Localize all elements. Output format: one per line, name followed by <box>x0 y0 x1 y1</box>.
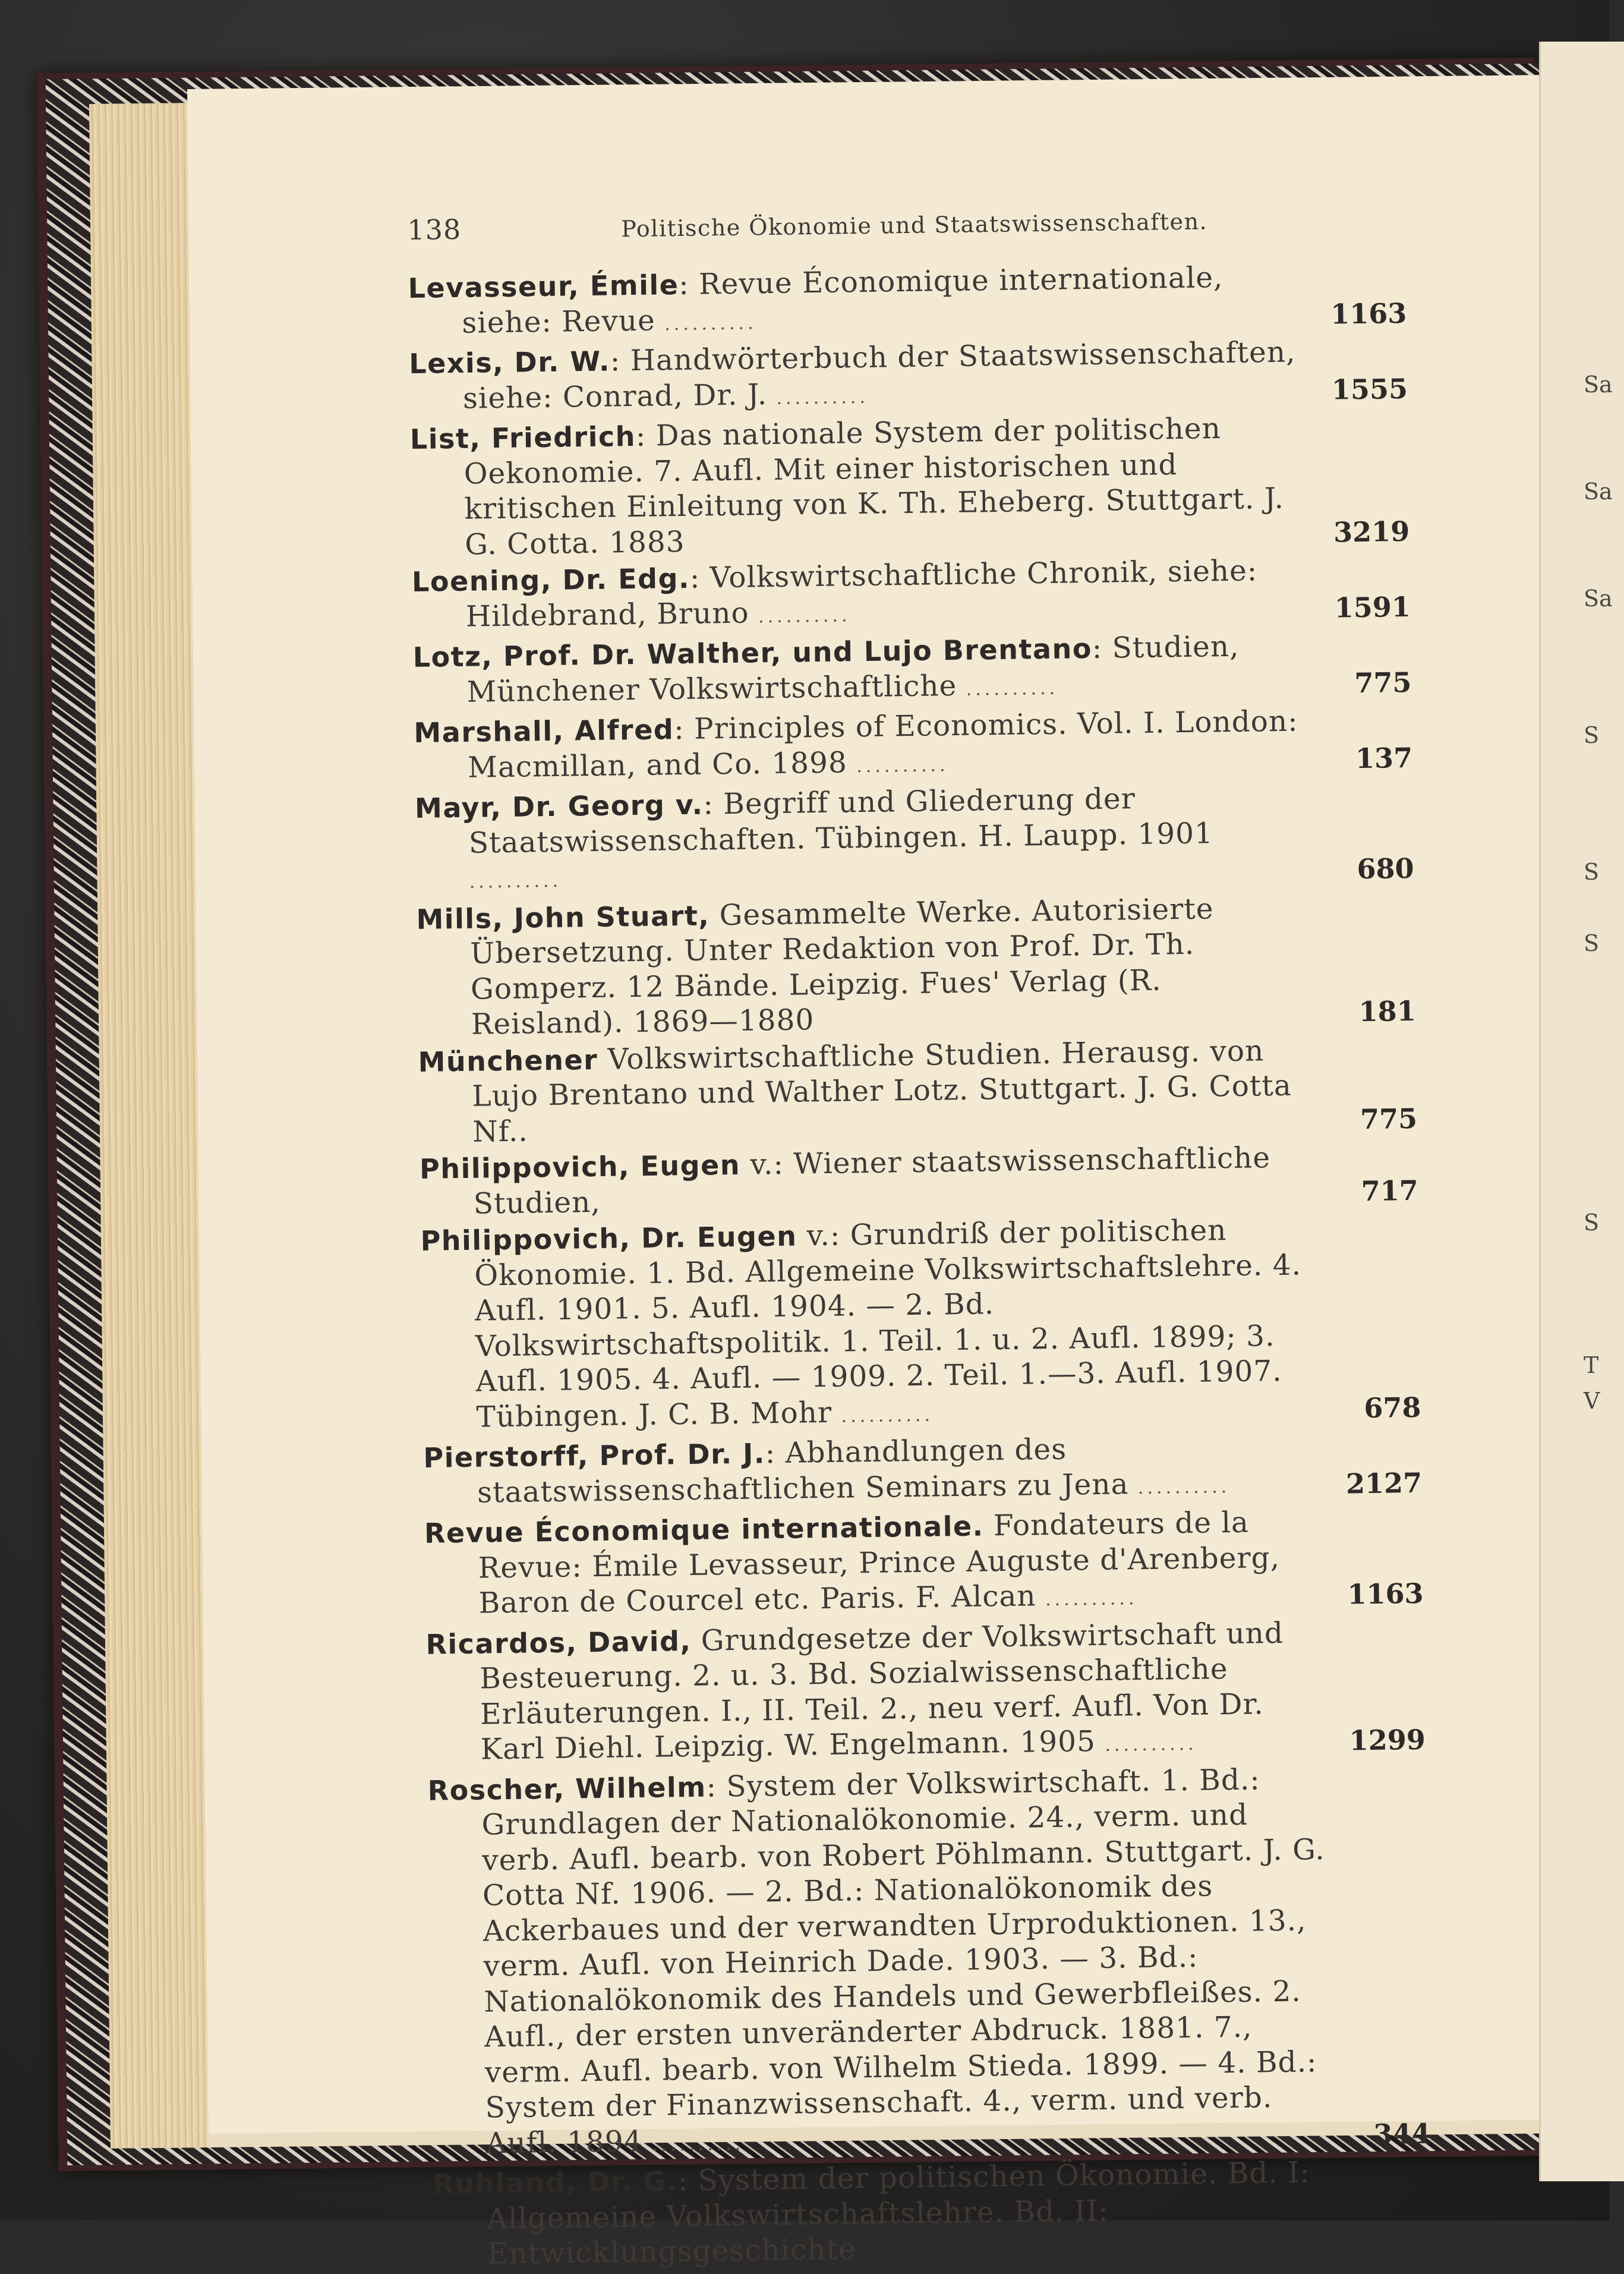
index-entry <box>408 258 1407 345</box>
index-entry <box>420 1139 1418 1223</box>
index-entry <box>427 1760 1431 2165</box>
entry-number: 1591 <box>1334 590 1411 624</box>
leader-dots: .......... <box>664 312 757 335</box>
entry-name: Ruhland, Dr. G. <box>433 2165 679 2200</box>
index-entry <box>412 552 1411 639</box>
leader-dots: .......... <box>856 754 949 777</box>
entry-number: 1163 <box>1347 1577 1424 1611</box>
entry-text: Gesammelte Werke. Autorisierte Übersetzung. Unter Redaktion von Prof. Dr. Th. Gomperz. 12 Bände. Leipzig. Fues' Verlag (R. Reisland). 1869—1880 <box>469 892 1214 1041</box>
entry-text: Fondateurs de la Revue: Émile Levasseur, Prince Auguste d'Arenberg, Baron de Courcel etc. Paris. F. Alcan <box>478 1505 1281 1620</box>
entry-number: 181 <box>1358 994 1417 1028</box>
index-entry <box>418 1031 1417 1150</box>
entry-name: Pierstorff, Prof. Dr. J. <box>423 1437 766 1474</box>
entry-number: 2127 <box>1345 1466 1423 1500</box>
entry-name: Ricardos, David, <box>425 1624 692 1661</box>
entry-name: List, Friedrich <box>409 420 636 455</box>
entry-name: Roscher, Wilhelm <box>427 1771 707 1807</box>
entry-number: 1299 <box>1349 1723 1426 1757</box>
entry-text: : Volkswirtschaftliche Chronik, siehe: Hildebrand, Bruno <box>465 554 1258 634</box>
entry-text: v.: Grundriß der politischen Ökonomie. 1. Bd. Allgemeine Volkswirtschaftslehre. 4. Aufl. 1901. 5. Aufl. 1904. — 2. Bd. Volkswirtschaftspolitik. 1. Teil. 1. u. 2. Aufl. 1899; 3. Aufl. 1905. 4. Aufl. — 1909. 2. Teil. 1.—3. Aufl. 1907. Tübingen. J. C. B. Mohr <box>474 1214 1302 1434</box>
entry-text: : Revue Économique internationale, siehe: Revue <box>462 261 1223 340</box>
entry-name: Lexis, Dr. W. <box>408 345 611 380</box>
next-page-letter: T <box>1584 1352 1599 1378</box>
entry-number: 775 <box>1360 1102 1418 1135</box>
leader-dots: .......... <box>966 678 1059 700</box>
entry-text: v.: Wiener staatswissenschaftliche Studien, <box>473 1141 1271 1221</box>
next-page-letter: Sa <box>1584 585 1613 612</box>
entry-text: : Principles of Economics. Vol. I. London: Macmillan, and Co. 1898 <box>467 704 1298 785</box>
entry-number: 3219 <box>1333 515 1410 549</box>
leader-dots: .......... <box>841 1404 934 1427</box>
page-content <box>407 201 1432 2274</box>
next-page-letter: Sa <box>1584 371 1613 398</box>
index-entry <box>425 1614 1426 1772</box>
entry-text: : System der politischen Ökonomie. Bd. I: Allgemeine Volkswirtschaftslehre. Bd. II: Entwicklungsgeschichte <box>486 2156 1311 2271</box>
entry-name: Loening, Dr. Edg. <box>411 562 690 598</box>
entry-text: : Abhandlungen des staatswissenschaftlichen Seminars zu Jena <box>477 1432 1129 1510</box>
entry-text: : Handwörterbuch der Staatswissenschaften, siehe: Conrad, Dr. J. <box>462 335 1296 415</box>
index-entry <box>410 409 1410 563</box>
leader-dots: .......... <box>1137 1476 1231 1498</box>
next-page-letter: S <box>1584 722 1600 748</box>
entry-text: Grundgesetze der Volkswirtschaft und Besteuerung. 2. u. 3. Bd. Sozialwissenschaftliche Erläuterungen. I., II. Teil. 2., neu verf. Aufl. Von Dr. Karl Diehl. Leipzig. W. Engelmann. 1905 <box>479 1616 1284 1766</box>
entry-number: 680 <box>1357 852 1414 886</box>
next-page-letter: S <box>1584 859 1600 885</box>
leader-dots: .......... <box>1045 1588 1138 1611</box>
entry-text: Volkswirtschaftliche Studien. Herausg. von Lujo Brentano und Walther Lotz. Stuttgart. J. G. Cotta Nf.. <box>472 1034 1292 1149</box>
index-entry <box>415 778 1414 900</box>
index-entry <box>423 1428 1422 1515</box>
entry-number: 1163 <box>1330 297 1407 330</box>
entry-number: 1555 <box>1331 372 1408 406</box>
index-entry <box>412 627 1411 714</box>
leader-dots: .......... <box>758 604 851 627</box>
entry-name: Mayr, Dr. Georg v. <box>414 788 704 824</box>
index-entry <box>414 703 1412 790</box>
next-page-letter: S <box>1584 1210 1600 1236</box>
index-entry <box>433 2154 1432 2273</box>
index-entry <box>416 889 1416 1043</box>
entry-text: : System der Volkswirtschaft. 1. Bd.: Grundlagen der Nationalökonomie. 24., verm. und verb. Aufl. bearb. von Robert Pöhlmann. Stuttgart. J. G. Cotta Nf. 1906. — 2. Bd.: Nationalökonomik des Ackerbaues und der verwandten Urproduktionen. 13., verm. Aufl. von Heinrich Dade. 1903. — 3. Bd.: Nationalökonomik des Handels und Gewerbfleißes. 2. Aufl., der ersten unveränderter Abdruck. 1881. 7., verm. Aufl. bearb. von Wilhelm Stieda. 1899. — 4. Bd.: System der Finanzwissenschaft. 4., verm. und verb. Aufl. 1894 <box>481 1762 1325 2160</box>
entry-number: 344 <box>1373 2117 1431 2150</box>
entry-text: : Begriff und Gliederung der Staatswissenschaften. Tübingen. H. Laupp. 1901 <box>468 782 1214 860</box>
leader-dots: .......... <box>1105 1733 1197 1756</box>
entry-number: 678 <box>1364 1391 1421 1424</box>
entry-text: : Studien, Münchener Volkswirtschaftliche <box>466 629 1240 709</box>
entry-name: Münchener <box>418 1043 598 1078</box>
entry-number: 717 <box>1361 1174 1418 1207</box>
entry-name: Revue Économique internationale. <box>424 1510 984 1549</box>
next-page-edge <box>1539 42 1624 2181</box>
index-entry <box>409 333 1408 421</box>
leader-dots: .......... <box>776 386 869 409</box>
entry-name: Mills, John Stuart, <box>416 899 710 936</box>
index-entry <box>420 1211 1421 1440</box>
running-title: Politische Ökonomie und Staatswissenschaften. <box>621 208 1208 242</box>
entry-name: Levasseur, Émile <box>408 269 679 304</box>
next-page-letter: S <box>1584 930 1600 956</box>
entry-name: Philippovich, Dr. Eugen <box>420 1220 797 1257</box>
entry-number: 137 <box>1355 741 1413 774</box>
next-page-letter: Sa <box>1584 478 1613 505</box>
entry-name: Philippovich, Eugen <box>419 1148 741 1185</box>
entry-name: Lotz, Prof. Dr. Walther, und Lujo Brentano <box>412 632 1093 673</box>
entry-name: Marshall, Alfred <box>414 713 674 749</box>
leader-dots: .......... <box>651 2133 745 2156</box>
entry-number: 775 <box>1354 666 1412 699</box>
page-number: 138 <box>407 213 462 246</box>
index-entry <box>424 1503 1424 1626</box>
leader-dots: .......... <box>469 870 562 893</box>
next-page-letter: V <box>1584 1388 1600 1414</box>
entry-text: : Das nationale System der politischen Oekonomie. 7. Aufl. Mit einer historischen und kritischen Einleitung von K. Th. Eheberg. Stuttgart. J. G. Cotta. 1883 <box>463 412 1285 562</box>
